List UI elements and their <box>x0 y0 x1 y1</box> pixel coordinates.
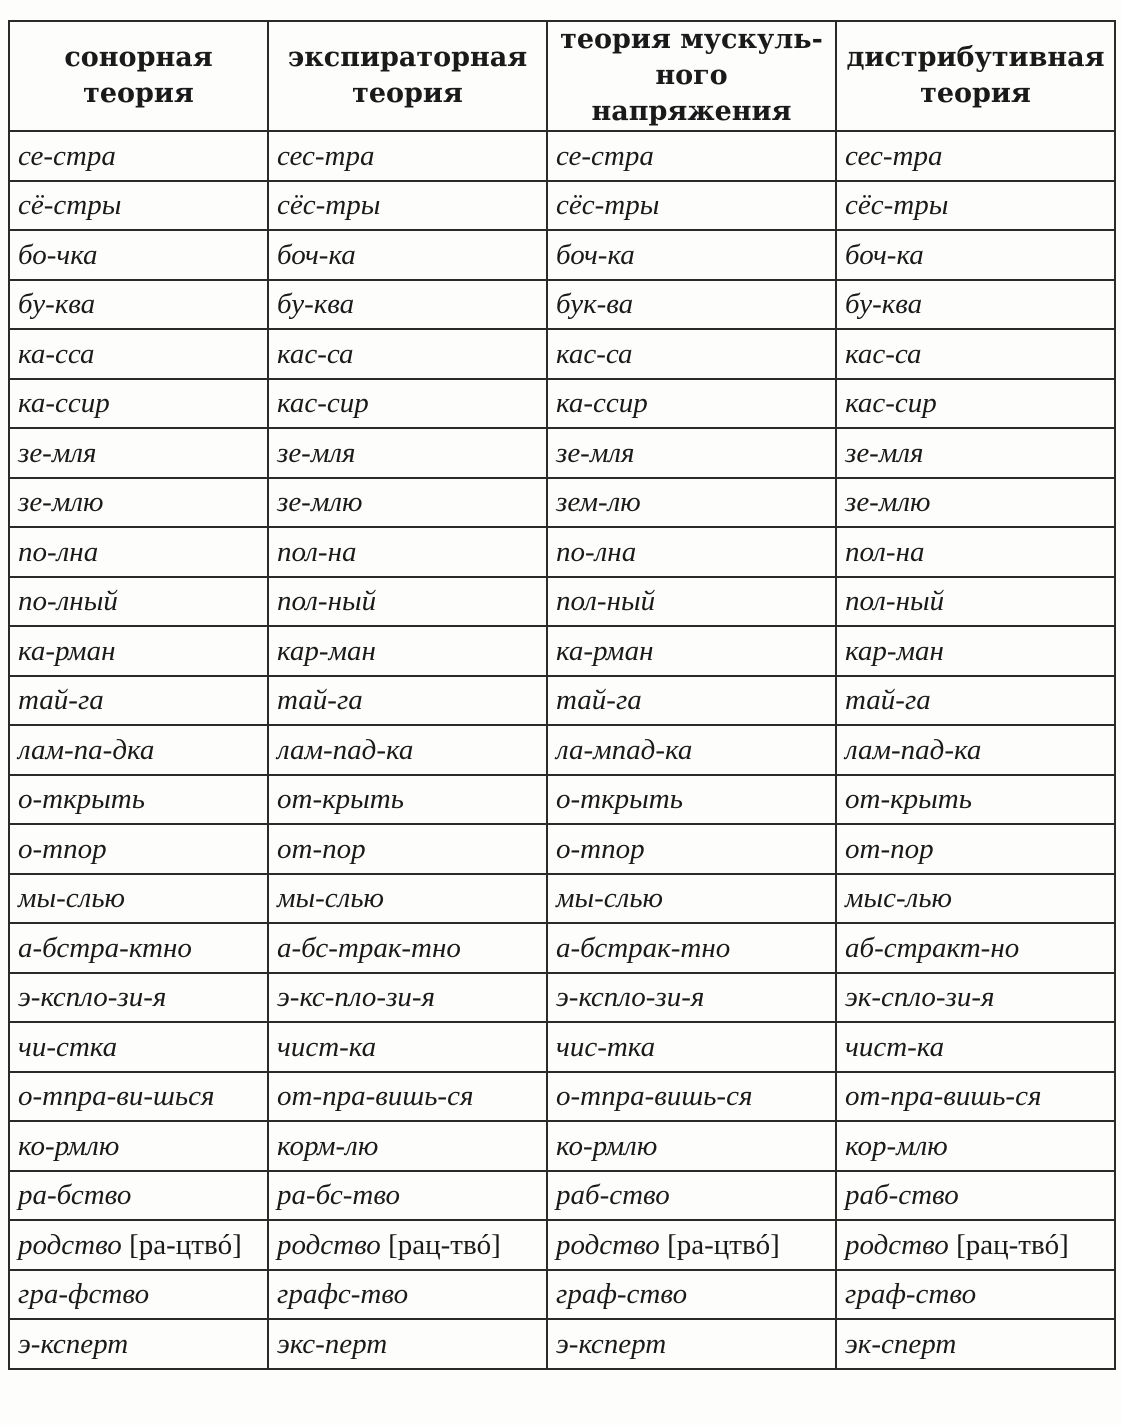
sonority-cell: зе-мля <box>9 428 268 478</box>
sonority-cell: э-кспло-зи-я <box>9 973 268 1023</box>
expiratory-cell: тай-га <box>268 676 547 726</box>
transcription: [ра-цтвó] <box>667 1228 780 1261</box>
muscular-tension-cell: о-тпра-вишь-ся <box>547 1072 836 1122</box>
expiratory-cell: от-пор <box>268 824 547 874</box>
table-row <box>9 973 1115 1023</box>
distributive-cell: пол-ный <box>836 577 1115 627</box>
muscular-tension-cell: боч-ка <box>547 230 836 280</box>
muscular-tension-cell: ла-мпад-ка <box>547 725 836 775</box>
transcription: [ра-цтвó] <box>129 1228 242 1261</box>
table-row <box>9 725 1115 775</box>
expiratory-cell: пол-ный <box>268 577 547 627</box>
muscular-tension-cell: ко-рмлю <box>547 1121 836 1171</box>
muscular-tension-cell <box>547 1220 836 1270</box>
sonority-cell: тай-га <box>9 676 268 726</box>
sonority-cell: ка-сса <box>9 329 268 379</box>
expiratory-cell: от-крыть <box>268 775 547 825</box>
muscular-tension-cell: тай-га <box>547 676 836 726</box>
distributive-cell: кас-сир <box>836 379 1115 429</box>
table-row <box>9 379 1115 429</box>
sonority-cell: мы-слью <box>9 874 268 924</box>
word: родство <box>18 1228 122 1261</box>
expiratory-cell: мы-слью <box>268 874 547 924</box>
table-row <box>9 329 1115 379</box>
header-expiratory-theory: экспираторная теория <box>268 21 547 131</box>
muscular-tension-cell: о-ткрыть <box>547 775 836 825</box>
muscular-tension-cell: э-кспло-зи-я <box>547 973 836 1023</box>
expiratory-cell: кас-сир <box>268 379 547 429</box>
header-distributive-theory: дистрибутивная теория <box>836 21 1115 131</box>
distributive-cell: граф-ство <box>836 1270 1115 1320</box>
table-row <box>9 626 1115 676</box>
sonority-cell: э-ксперт <box>9 1319 268 1369</box>
sonority-cell: ка-ссир <box>9 379 268 429</box>
sonority-cell: се-стра <box>9 131 268 181</box>
table-body <box>9 131 1115 1369</box>
distributive-cell: раб-ство <box>836 1171 1115 1221</box>
expiratory-cell: чист-ка <box>268 1022 547 1072</box>
table-row <box>9 923 1115 973</box>
syllable-division-table <box>8 20 1116 1370</box>
table-row <box>9 775 1115 825</box>
distributive-cell: сёс-тры <box>836 181 1115 231</box>
sonority-cell: ра-бство <box>9 1171 268 1221</box>
table-row <box>9 577 1115 627</box>
table-row <box>9 230 1115 280</box>
muscular-tension-cell: бук-ва <box>547 280 836 330</box>
expiratory-cell: от-пра-вишь-ся <box>268 1072 547 1122</box>
muscular-tension-cell: а-бстрак-тно <box>547 923 836 973</box>
sonority-cell <box>9 1220 268 1270</box>
distributive-cell: лам-пад-ка <box>836 725 1115 775</box>
distributive-cell: боч-ка <box>836 230 1115 280</box>
distributive-cell: мыс-лью <box>836 874 1115 924</box>
header-row <box>9 21 1115 131</box>
muscular-tension-cell: ка-ссир <box>547 379 836 429</box>
expiratory-cell: экс-перт <box>268 1319 547 1369</box>
expiratory-cell: кар-ман <box>268 626 547 676</box>
distributive-cell: зе-млю <box>836 478 1115 528</box>
distributive-cell: тай-га <box>836 676 1115 726</box>
table-row <box>9 131 1115 181</box>
table-row <box>9 1072 1115 1122</box>
distributive-cell: от-пра-вишь-ся <box>836 1072 1115 1122</box>
table-row <box>9 1121 1115 1171</box>
muscular-tension-cell: зем-лю <box>547 478 836 528</box>
expiratory-cell: ра-бс-тво <box>268 1171 547 1221</box>
table-row <box>9 1270 1115 1320</box>
sonority-cell: о-тпор <box>9 824 268 874</box>
distributive-cell: пол-на <box>836 527 1115 577</box>
muscular-tension-cell: кас-са <box>547 329 836 379</box>
header-muscular-tension-theory: теория мускуль- ного напряжения <box>547 21 836 131</box>
distributive-cell: бу-ква <box>836 280 1115 330</box>
sonority-cell: бо-чка <box>9 230 268 280</box>
sonority-cell: о-тпра-ви-шься <box>9 1072 268 1122</box>
sonority-cell: чи-стка <box>9 1022 268 1072</box>
table-row <box>9 824 1115 874</box>
distributive-cell: кас-са <box>836 329 1115 379</box>
sonority-cell: сё-стры <box>9 181 268 231</box>
sonority-cell: бу-ква <box>9 280 268 330</box>
table-row <box>9 478 1115 528</box>
expiratory-cell: пол-на <box>268 527 547 577</box>
distributive-cell: кар-ман <box>836 626 1115 676</box>
table-row <box>9 1319 1115 1369</box>
distributive-cell <box>836 1220 1115 1270</box>
distributive-cell: эк-спло-зи-я <box>836 973 1115 1023</box>
expiratory-cell: кас-са <box>268 329 547 379</box>
table-row <box>9 1171 1115 1221</box>
muscular-tension-cell: ка-рман <box>547 626 836 676</box>
muscular-tension-cell: э-ксперт <box>547 1319 836 1369</box>
muscular-tension-cell: раб-ство <box>547 1171 836 1221</box>
sonority-cell: по-лна <box>9 527 268 577</box>
table-row <box>9 676 1115 726</box>
sonority-cell: ко-рмлю <box>9 1121 268 1171</box>
distributive-cell: аб-стракт-но <box>836 923 1115 973</box>
table-row <box>9 1022 1115 1072</box>
expiratory-cell: э-кс-пло-зи-я <box>268 973 547 1023</box>
distributive-cell: от-крыть <box>836 775 1115 825</box>
header-sonority-theory: сонорная теория <box>9 21 268 131</box>
expiratory-cell: боч-ка <box>268 230 547 280</box>
expiratory-cell <box>268 1220 547 1270</box>
expiratory-cell: а-бс-трак-тно <box>268 923 547 973</box>
distributive-cell: чист-ка <box>836 1022 1115 1072</box>
muscular-tension-cell: мы-слью <box>547 874 836 924</box>
muscular-tension-cell: чис-тка <box>547 1022 836 1072</box>
expiratory-cell: корм-лю <box>268 1121 547 1171</box>
muscular-tension-cell: граф-ство <box>547 1270 836 1320</box>
table-row <box>9 874 1115 924</box>
table-row <box>9 527 1115 577</box>
muscular-tension-cell: по-лна <box>547 527 836 577</box>
sonority-cell: ка-рман <box>9 626 268 676</box>
sonority-cell: лам-па-дка <box>9 725 268 775</box>
sonority-cell: о-ткрыть <box>9 775 268 825</box>
sonority-cell: а-бстра-ктно <box>9 923 268 973</box>
word: родство <box>277 1228 381 1261</box>
table-row <box>9 1220 1115 1270</box>
expiratory-cell: графс-тво <box>268 1270 547 1320</box>
distributive-cell: сес-тра <box>836 131 1115 181</box>
distributive-cell: кор-млю <box>836 1121 1115 1171</box>
muscular-tension-cell: пол-ный <box>547 577 836 627</box>
distributive-cell: эк-сперт <box>836 1319 1115 1369</box>
distributive-cell: зе-мля <box>836 428 1115 478</box>
sonority-cell: по-лный <box>9 577 268 627</box>
distributive-cell: от-пор <box>836 824 1115 874</box>
muscular-tension-cell: зе-мля <box>547 428 836 478</box>
expiratory-cell: сёс-тры <box>268 181 547 231</box>
table-row <box>9 280 1115 330</box>
expiratory-cell: сес-тра <box>268 131 547 181</box>
expiratory-cell: бу-ква <box>268 280 547 330</box>
expiratory-cell: зе-млю <box>268 478 547 528</box>
sonority-cell: гра-фство <box>9 1270 268 1320</box>
muscular-tension-cell: се-стра <box>547 131 836 181</box>
table-row <box>9 428 1115 478</box>
transcription: [рац-твó] <box>388 1228 501 1261</box>
word: родство <box>556 1228 660 1261</box>
muscular-tension-cell: о-тпор <box>547 824 836 874</box>
word: родство <box>845 1228 949 1261</box>
table-row <box>9 181 1115 231</box>
expiratory-cell: лам-пад-ка <box>268 725 547 775</box>
transcription: [рац-твó] <box>956 1228 1069 1261</box>
expiratory-cell: зе-мля <box>268 428 547 478</box>
sonority-cell: зе-млю <box>9 478 268 528</box>
muscular-tension-cell: сёс-тры <box>547 181 836 231</box>
